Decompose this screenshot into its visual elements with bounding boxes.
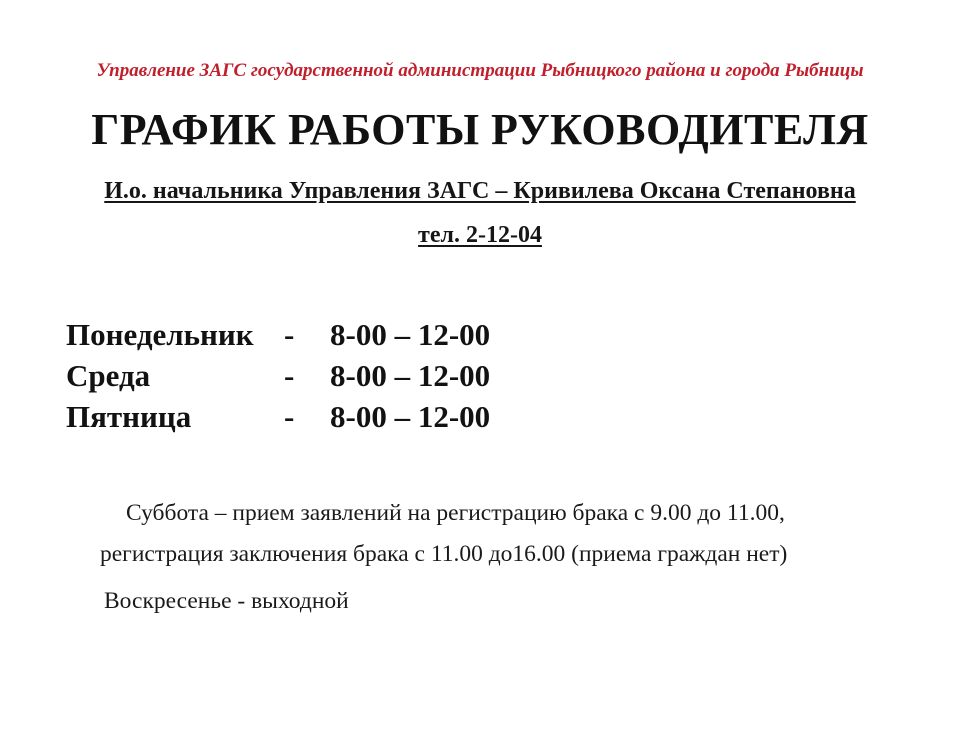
saturday-note-line1: Суббота – прием заявлений на регистрацию брака с 9.00 до 11.00, <box>126 500 785 526</box>
schedule-row-friday <box>66 396 960 437</box>
saturday-note-line2: регистрация заключения брака с 11.00 до16.00 (приема граждан нет) <box>100 541 788 567</box>
document-page <box>0 60 960 740</box>
organization-header: Управление ЗАГС государственной администрации Рыбницкого района и города Рыбницы <box>96 60 864 81</box>
weekend-notes <box>0 499 960 616</box>
schedule-day: Понедельник <box>66 317 254 352</box>
schedule-hours: 8-00 – 12-00 <box>330 399 491 434</box>
page-title: ГРАФИК РАБОТЫ РУКОВОДИТЕЛЯ <box>91 105 869 154</box>
schedule-day: Среда <box>66 358 151 393</box>
sunday-note: Воскресенье - выходной <box>104 588 349 614</box>
schedule-dash: - <box>284 358 295 393</box>
manager-name-line: И.о. начальника Управления ЗАГС – Кривилева Оксана Степановна <box>104 178 856 204</box>
schedule-hours: 8-00 – 12-00 <box>330 317 491 352</box>
schedule-hours: 8-00 – 12-00 <box>330 358 491 393</box>
schedule-dash: - <box>284 399 295 434</box>
work-schedule <box>66 314 960 437</box>
schedule-row-wednesday <box>66 355 960 396</box>
phone-line: тел. 2-12-04 <box>418 222 542 248</box>
schedule-dash: - <box>284 317 295 352</box>
schedule-row-monday <box>66 314 960 355</box>
schedule-day: Пятница <box>66 399 192 434</box>
